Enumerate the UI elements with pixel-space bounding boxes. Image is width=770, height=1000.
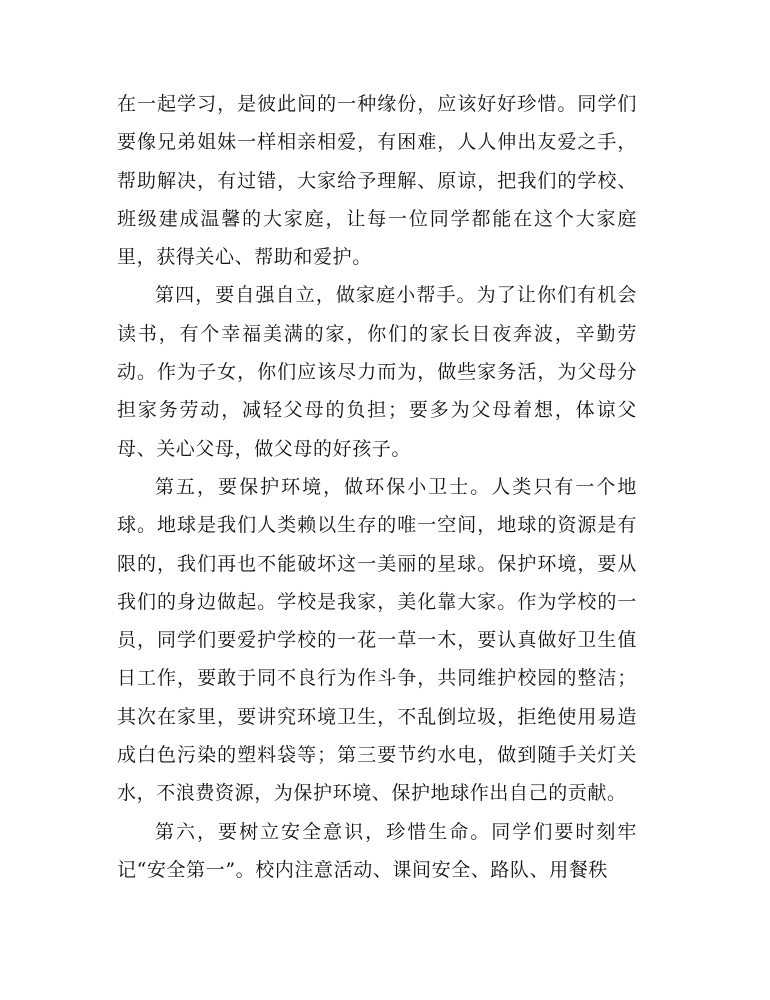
document-body <box>117 85 637 889</box>
paragraph-point-four: 第四，要自强自立，做家庭小帮手。为了让你们有机会读书，有个幸福美满的家，你们的家长日夜奔波，辛勤劳动。作为子女，你们应该尽力而为，做些家务活，为父母分担家务劳动，减轻父母的负担；要多为父母着想，体谅父母、关心父母，做父母的好孩子。 <box>117 284 637 460</box>
paragraph-point-five: 第五，要保护环境，做环保小卫士。人类只有一个地球。地球是我们人类赖以生存的唯一空间，地球的资源是有限的，我们再也不能破坏这一美丽的星球。保护环境，要从我们的身边做起。学校是我家，美化靠大家。作为学校的一员，同学们要爱护学校的一花一草一木，要认真做好卫生值日工作，要敢于同不良行为作斗争，共同维护校园的整洁；其次在家里，要讲究环境卫生，不乱倒垃圾，拒绝使用易造成白色污染的塑料袋等；第三要节约水电，做到随手关灯关水，不浪费资源，为保护环境、保护地球作出自己的贡献。 <box>117 475 637 805</box>
paragraph-point-six: 第六，要树立安全意识，珍惜生命。同学们要时刻牢记“安全第一”。校内注意活动、课间安全、路队、用餐秩 <box>117 820 637 881</box>
paragraph-continuation: 在一起学习，是彼此间的一种缘份，应该好好珍惜。同学们要像兄弟姐妹一样相亲相爱，有困难，人人伸出友爱之手，帮助解决，有过错，大家给予理解、原谅，把我们的学校、班级建成温馨的大家庭，让每一位同学都能在这个大家庭里，获得关心、帮助和爱护。 <box>117 93 637 269</box>
